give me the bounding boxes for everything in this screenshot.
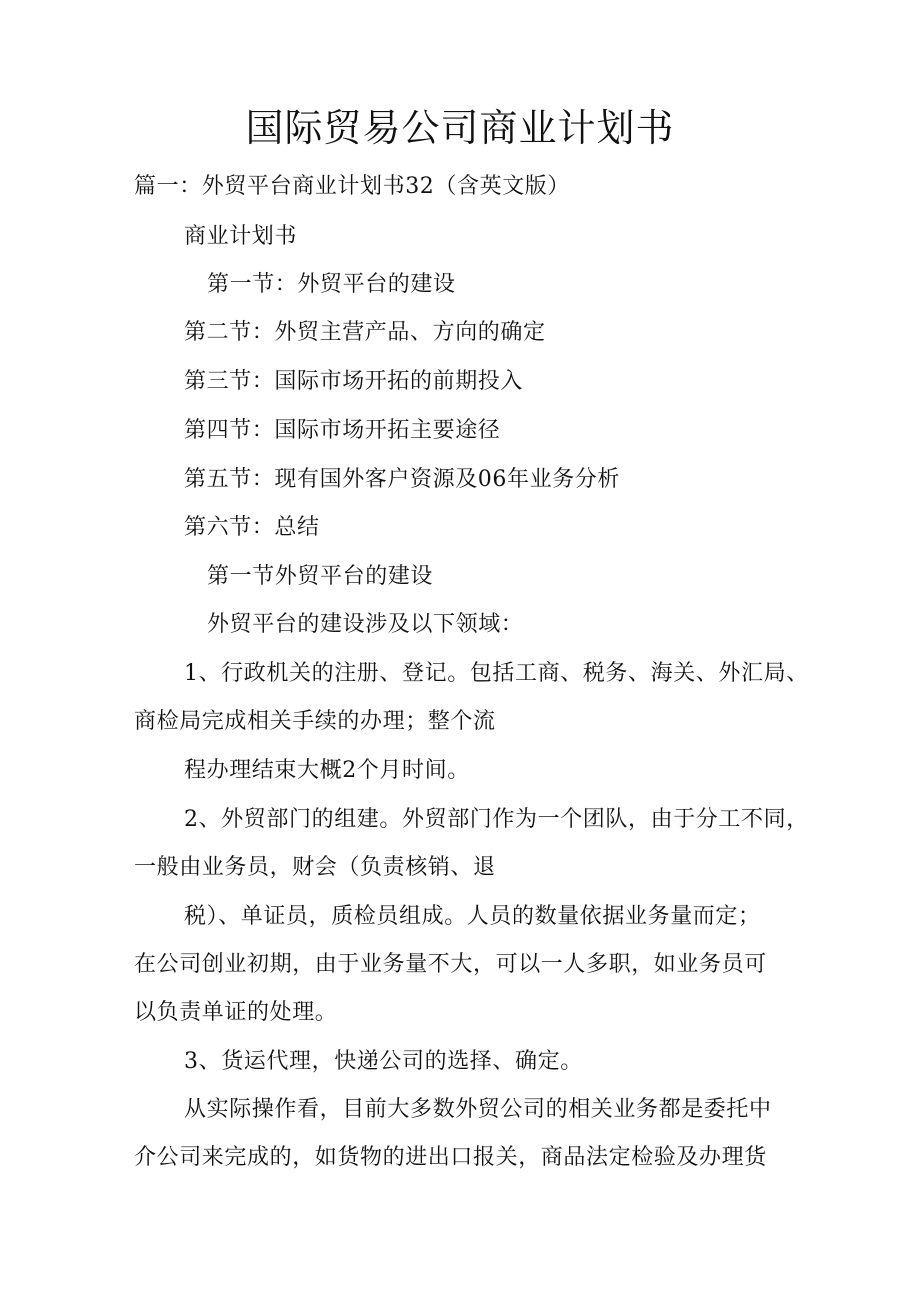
- paragraph-line: 在公司创业初期，由于业务量不大，可以一人多职，如业务员可: [134, 952, 767, 977]
- paragraph-line: 2、外贸部门的组建。外贸部门作为一个团队，由于分工不同，: [184, 807, 809, 832]
- section-heading: 第一节外贸平台的建设: [207, 564, 434, 589]
- toc-item: 第一节：外贸平台的建设: [207, 272, 456, 297]
- toc-item: 第二节：外贸主营产品、方向的确定: [184, 320, 546, 345]
- paragraph-line: 税）、单证员，质检员组成。人员的数量依据业务量而定；: [184, 904, 761, 929]
- chapter-heading: 篇一：外贸平台商业计划书32（含英文版）: [134, 174, 570, 199]
- toc-item: 第四节：国际市场开拓主要途径: [184, 418, 501, 443]
- toc-item: 第五节：现有国外客户资源及06年业务分析: [184, 467, 620, 492]
- document-title: 国际贸易公司商业计划书: [245, 106, 675, 150]
- paragraph-line: 1、行政机关的注册、登记。包括工商、税务、海关、外汇局、: [184, 661, 809, 686]
- toc-item: 第三节：国际市场开拓的前期投入: [184, 369, 524, 394]
- paragraph-line: 以负责单证的处理。: [134, 1000, 338, 1025]
- paragraph-line: 程办理结束大概2个月时间。: [184, 758, 470, 783]
- paragraph-line: 一般由业务员，财会（负责核销、退: [134, 855, 496, 880]
- toc-heading: 商业计划书: [184, 224, 298, 249]
- paragraph-line: 外贸平台的建设涉及以下领域：: [207, 612, 524, 637]
- paragraph-line: 介公司来完成的，如货物的进出口报关，商品法定检验及办理货: [134, 1145, 767, 1170]
- paragraph-line: 从实际操作看，目前大多数外贸公司的相关业务都是委托中: [184, 1097, 772, 1122]
- paragraph-line: 3、货运代理，快递公司的选择、确定。: [184, 1049, 583, 1074]
- toc-item: 第六节：总结: [184, 515, 320, 540]
- paragraph-line: 商检局完成相关手续的办理；整个流: [134, 709, 496, 734]
